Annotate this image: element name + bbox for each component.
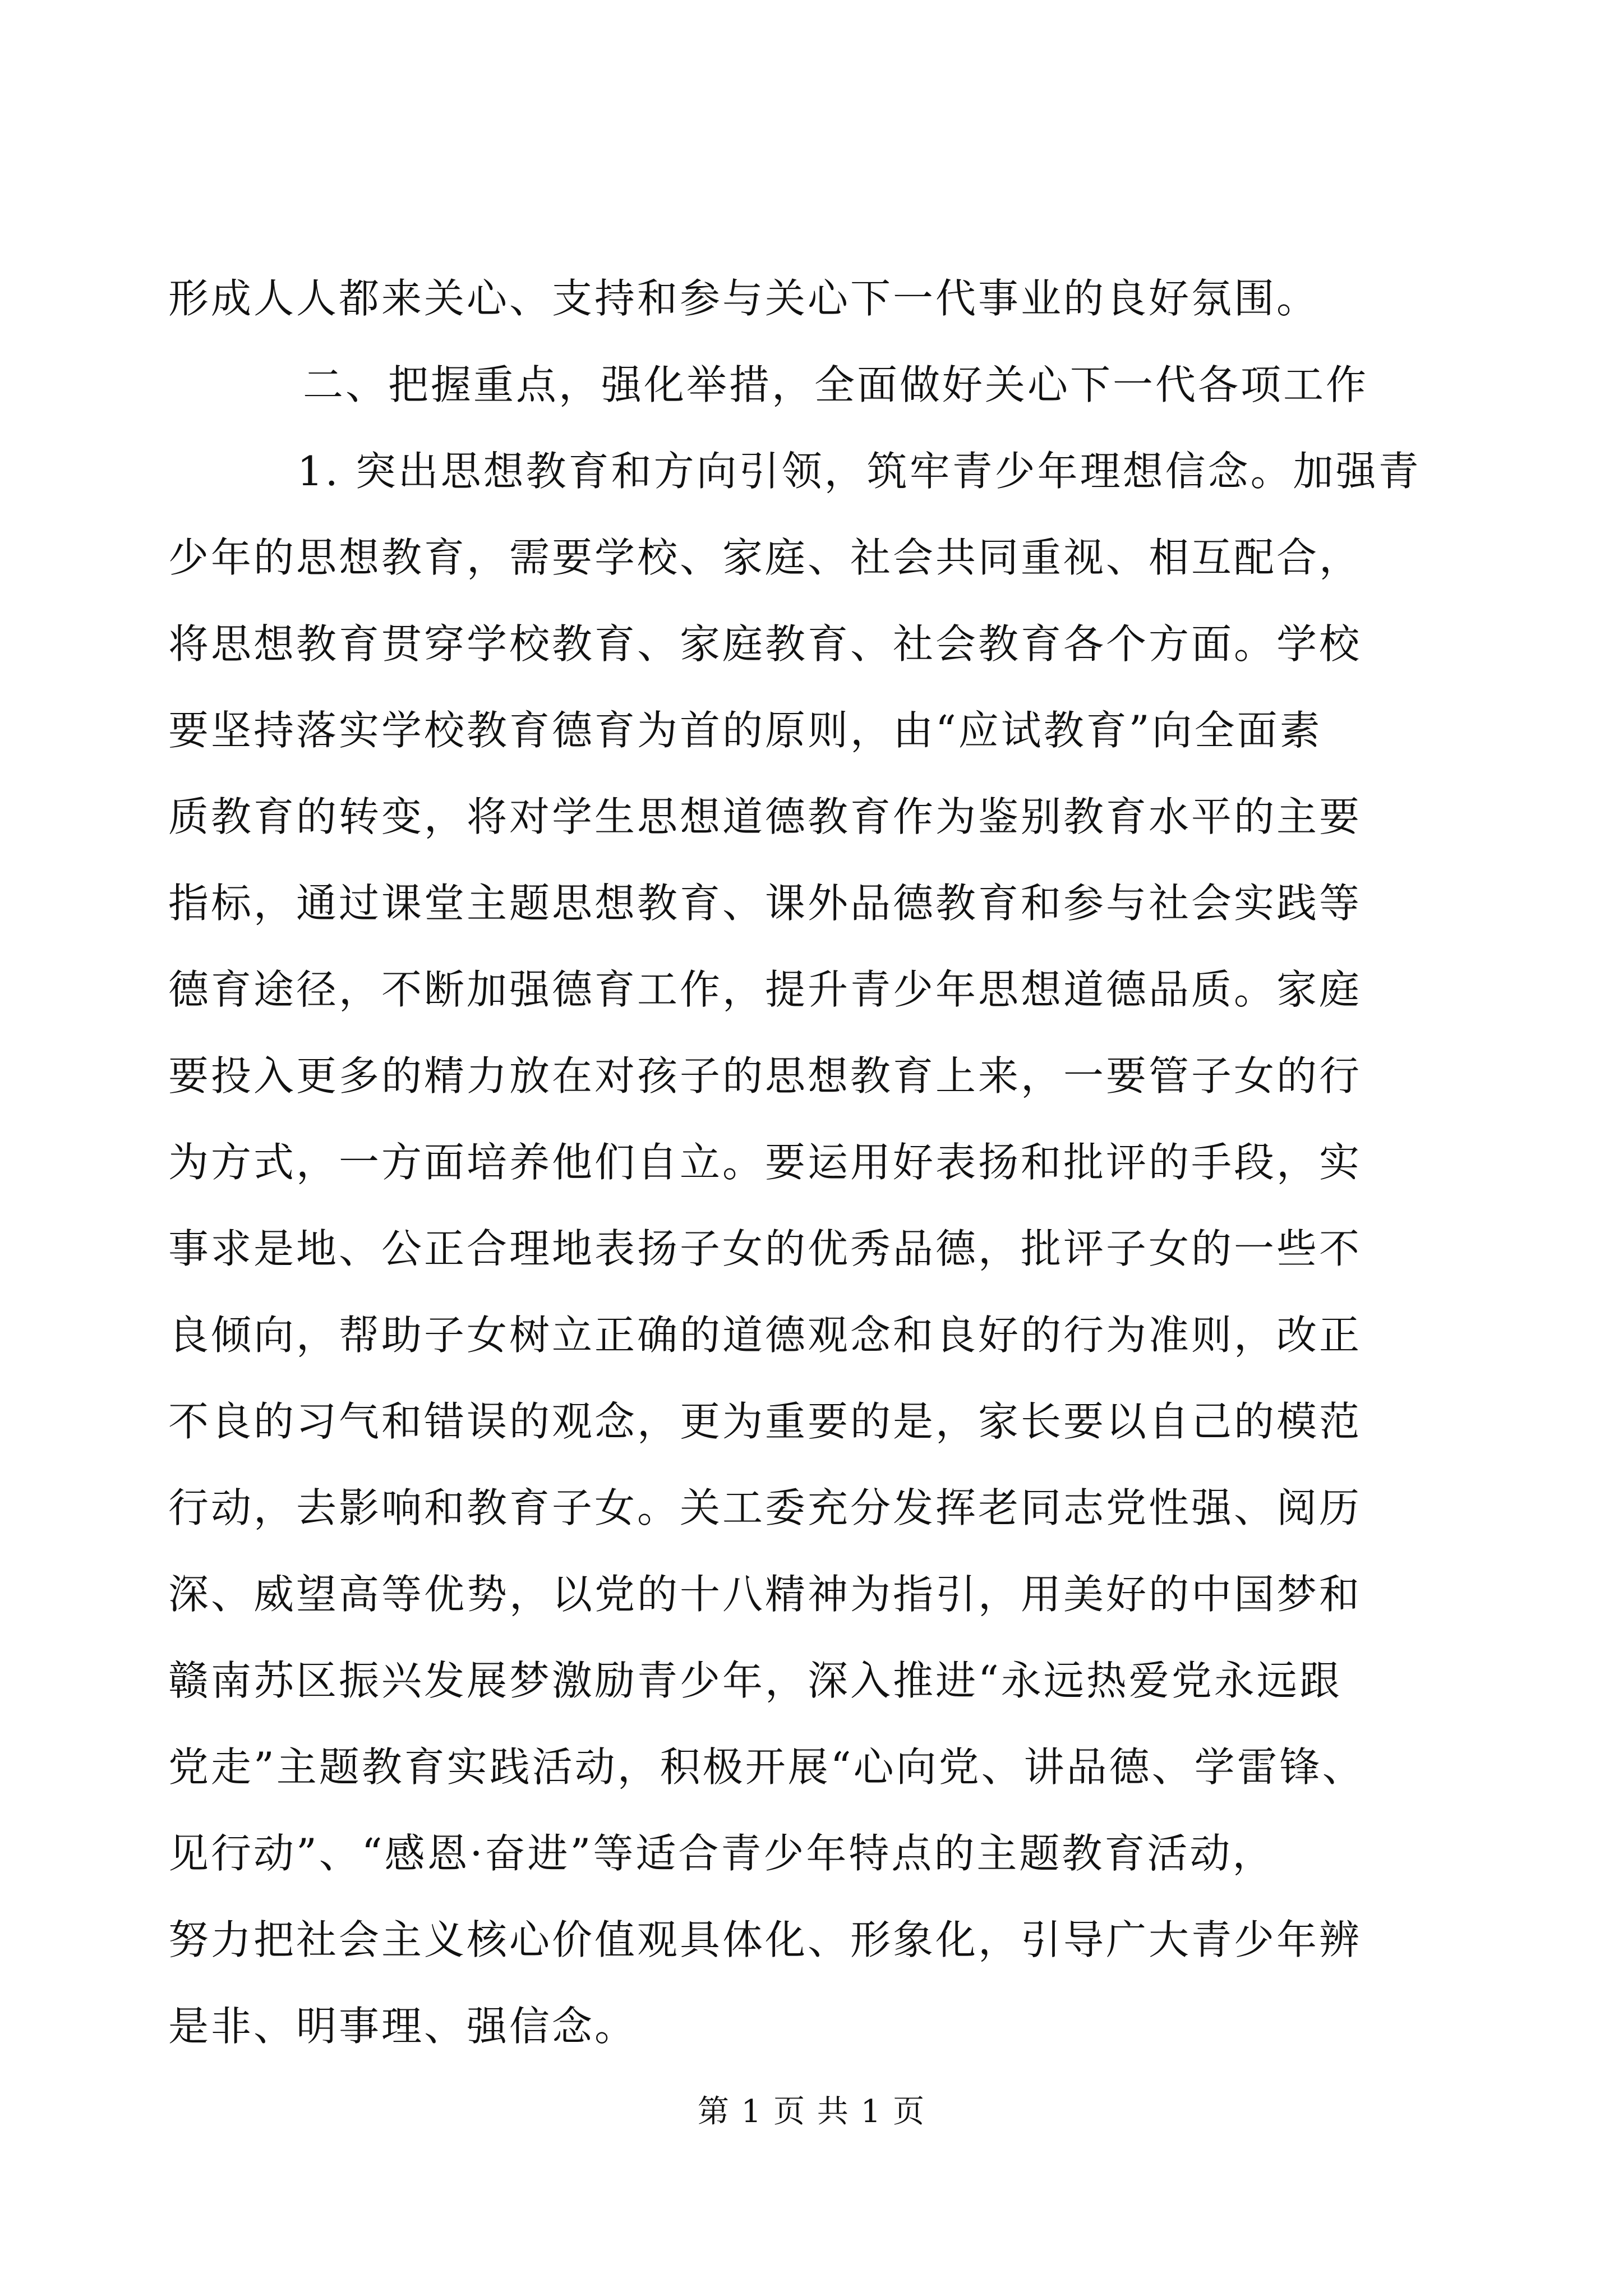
document-body bbox=[168, 255, 1458, 2069]
body-line: 少年的思想教育，需要学校、家庭、社会共同重视、相互配合， bbox=[168, 534, 1362, 581]
body-line: 将思想教育贯穿学校教育、家庭教育、社会教育各个方面。学校 bbox=[168, 620, 1362, 668]
body-line: 良倾向，帮助子女树立正确的道德观念和良好的行为准则，改正 bbox=[168, 1312, 1362, 1359]
body-line: 努力把社会主义核心价值观具体化、形象化，引导广大青少年辨 bbox=[168, 1916, 1362, 1963]
body-line: 赣南苏区振兴发展梦激励青少年，深入推进“永远热爱党永远跟 bbox=[168, 1657, 1342, 1704]
body-line: 不良的习气和错误的观念，更为重要的是，家长要以自己的模范 bbox=[168, 1398, 1362, 1445]
body-line: 指标，通过课堂主题思想教育、课外品德教育和参与社会实践等 bbox=[168, 880, 1362, 927]
body-line: 见行动”、“感恩·奋进”等适合青少年特点的主题教育活动， bbox=[168, 1830, 1275, 1877]
body-line: 事求是地、公正合理地表扬子女的优秀品德，批评子女的一些不 bbox=[168, 1225, 1362, 1272]
body-line: 德育途径，不断加强德育工作，提升青少年思想道德品质。家庭 bbox=[168, 966, 1362, 1013]
body-line: 质教育的转变，将对学生思想道德教育作为鉴别教育水平的主要 bbox=[168, 793, 1362, 840]
body-line: 行动，去影响和教育子女。关工委充分发挥老同志党性强、阅历 bbox=[168, 1484, 1362, 1531]
section-heading: 二、把握重点，强化举措，全面做好关心下一代各项工作 bbox=[303, 361, 1369, 408]
body-line: 要坚持落实学校教育德育为首的原则，由“应试教育”向全面素 bbox=[168, 707, 1322, 754]
body-line: 党走”主题教育实践活动，积极开展“心向党、讲品德、学雷锋、 bbox=[168, 1743, 1365, 1791]
body-line: 为方式，一方面培养他们自立。要运用好表扬和批评的手段，实 bbox=[168, 1139, 1362, 1186]
page-footer: 第 1 页 共 1 页 bbox=[697, 2093, 926, 2130]
body-line: 要投入更多的精力放在对孩子的思想教育上来，一要管子女的行 bbox=[168, 1052, 1362, 1099]
body-line: 是非、明事理、强信念。 bbox=[168, 2003, 638, 2050]
body-line: 形成人人都来关心、支持和参与关心下一代事业的良好氛围。 bbox=[168, 275, 1320, 322]
paragraph-first-line: 1. 突出思想教育和方向引领，筑牢青少年理想信念。加强青 bbox=[297, 448, 1421, 495]
body-line: 深、威望高等优势，以党的十八精神为指引，用美好的中国梦和 bbox=[168, 1571, 1362, 1618]
